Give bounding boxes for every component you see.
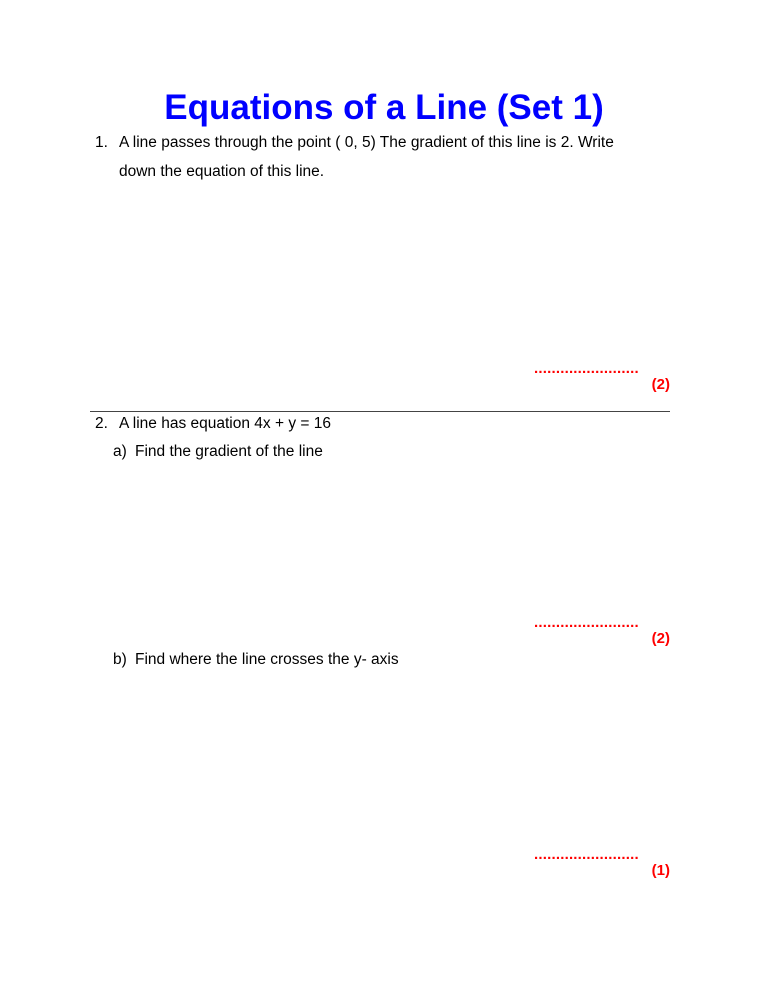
question-2b-text: Find where the line crosses the y- axis	[135, 651, 399, 668]
answer-dotted-line: ........................	[534, 616, 639, 630]
section-divider	[90, 411, 670, 412]
question-2b-answer	[534, 848, 670, 880]
question-1-text-line2: down the equation of this line.	[119, 163, 325, 180]
marks-label: (2)	[651, 376, 670, 393]
question-2a-answer	[534, 616, 670, 648]
question-2a-text: Find the gradient of the line	[135, 443, 323, 460]
answer-dotted-line: ........................	[534, 848, 639, 862]
question-1-answer	[534, 362, 670, 394]
question-2a-label: a)	[113, 443, 127, 460]
question-2-text: A line has equation 4x + y = 16	[119, 415, 331, 432]
question-1-text-line1: A line passes through the point ( 0, 5) The gradient of this line is 2. Write	[119, 134, 614, 151]
question-1-number: 1.	[95, 134, 108, 151]
marks-label: (2)	[651, 630, 670, 647]
marks-label: (1)	[651, 862, 670, 879]
question-2b-label: b)	[113, 651, 127, 668]
answer-dotted-line: ........................	[534, 362, 639, 376]
page-title: Equations of a Line (Set 1)	[164, 88, 604, 127]
question-2-number: 2.	[95, 415, 108, 432]
